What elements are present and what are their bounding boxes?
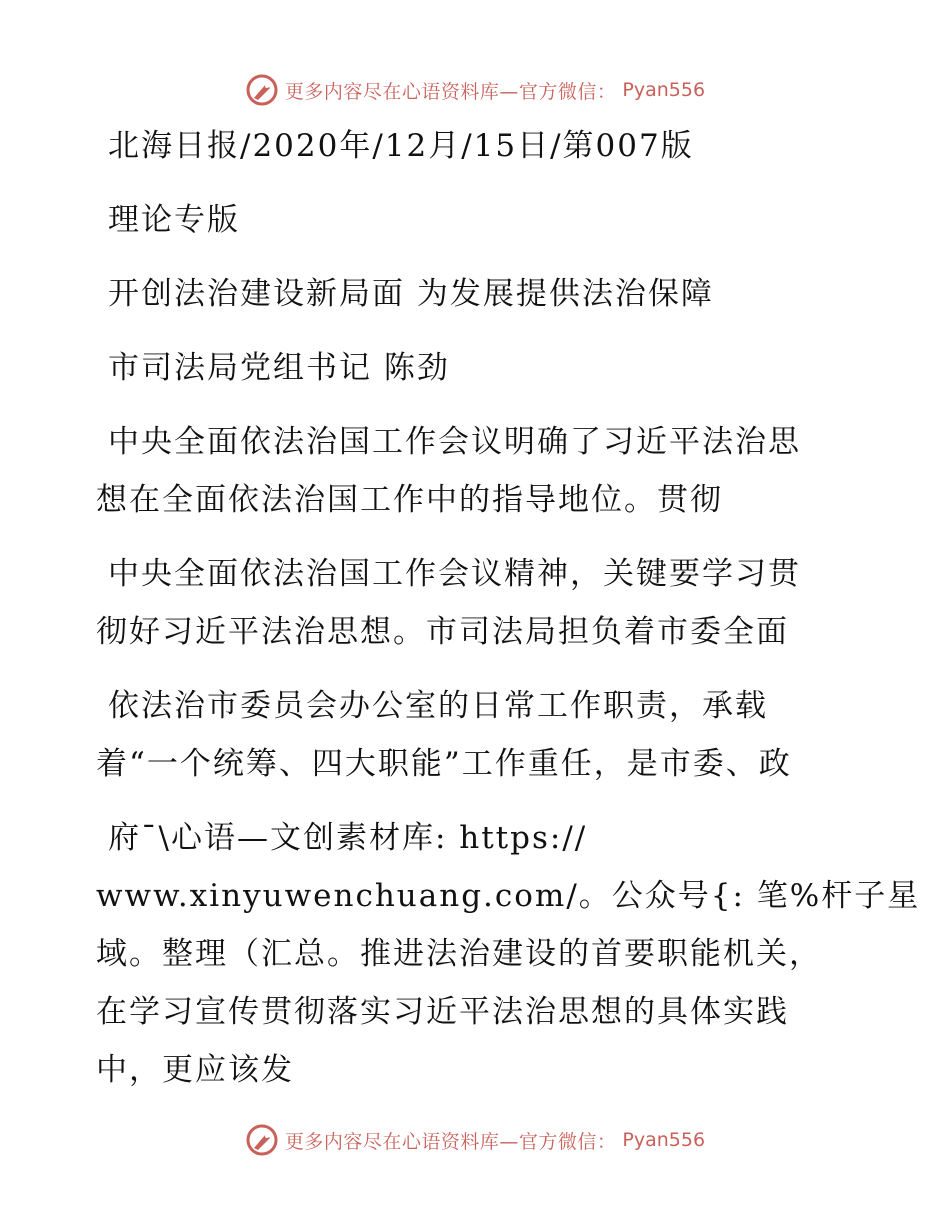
doc-line-paragraph: 中央全面依法治国工作会议明确了习近平法治思	[108, 424, 801, 460]
doc-line-paragraph: 彻好习近平法治思想。市司法局担负着市委全面	[96, 614, 789, 650]
watermark-account: Pyan556	[622, 79, 706, 101]
watermark-banner-bottom	[0, 1120, 950, 1160]
watermark-account: Pyan556	[622, 1129, 706, 1151]
doc-line-paragraph: www.xinyuwenchuang.com/。公众号{: 笔%杆子星	[96, 878, 921, 914]
doc-line-paragraph: 中央全面依法治国工作会议精神，关键要学习贯	[108, 556, 801, 592]
doc-line-paragraph: 中，更应该发	[96, 1052, 294, 1088]
doc-line-paragraph: 府¯\心语—文创素材库: https://	[108, 820, 588, 856]
watermark-banner-top	[0, 70, 950, 110]
doc-line-section: 理论专版	[108, 202, 240, 238]
doc-line-paragraph: 依法治市委员会办公室的日常工作职责，承载	[108, 688, 768, 724]
doc-line-paragraph: 在学习宣传贯彻落实习近平法治思想的具体实践	[96, 994, 789, 1030]
watermark-text: 更多内容尽在心语资料库—官方微信：	[284, 80, 617, 103]
pen-nib-logo-icon	[245, 1123, 279, 1157]
watermark-text: 更多内容尽在心语资料库—官方微信：	[284, 1130, 617, 1153]
doc-line-paragraph: 域。整理（汇总。推进法治建设的首要职能机关，	[96, 936, 822, 972]
pen-nib-logo-icon	[245, 73, 279, 107]
doc-line-paragraph: 想在全面依法治国工作中的指导地位。贯彻	[96, 482, 723, 518]
doc-line-source: 北海日报/2020年/12月/15日/第007版	[108, 128, 694, 164]
doc-line-headline: 开创法治建设新局面 为发展提供法治保障	[108, 276, 714, 312]
doc-line-author: 市司法局党组书记 陈劲	[108, 350, 450, 386]
doc-line-paragraph: 着“一个统筹、四大职能”工作重任，是市委、政	[96, 746, 792, 782]
